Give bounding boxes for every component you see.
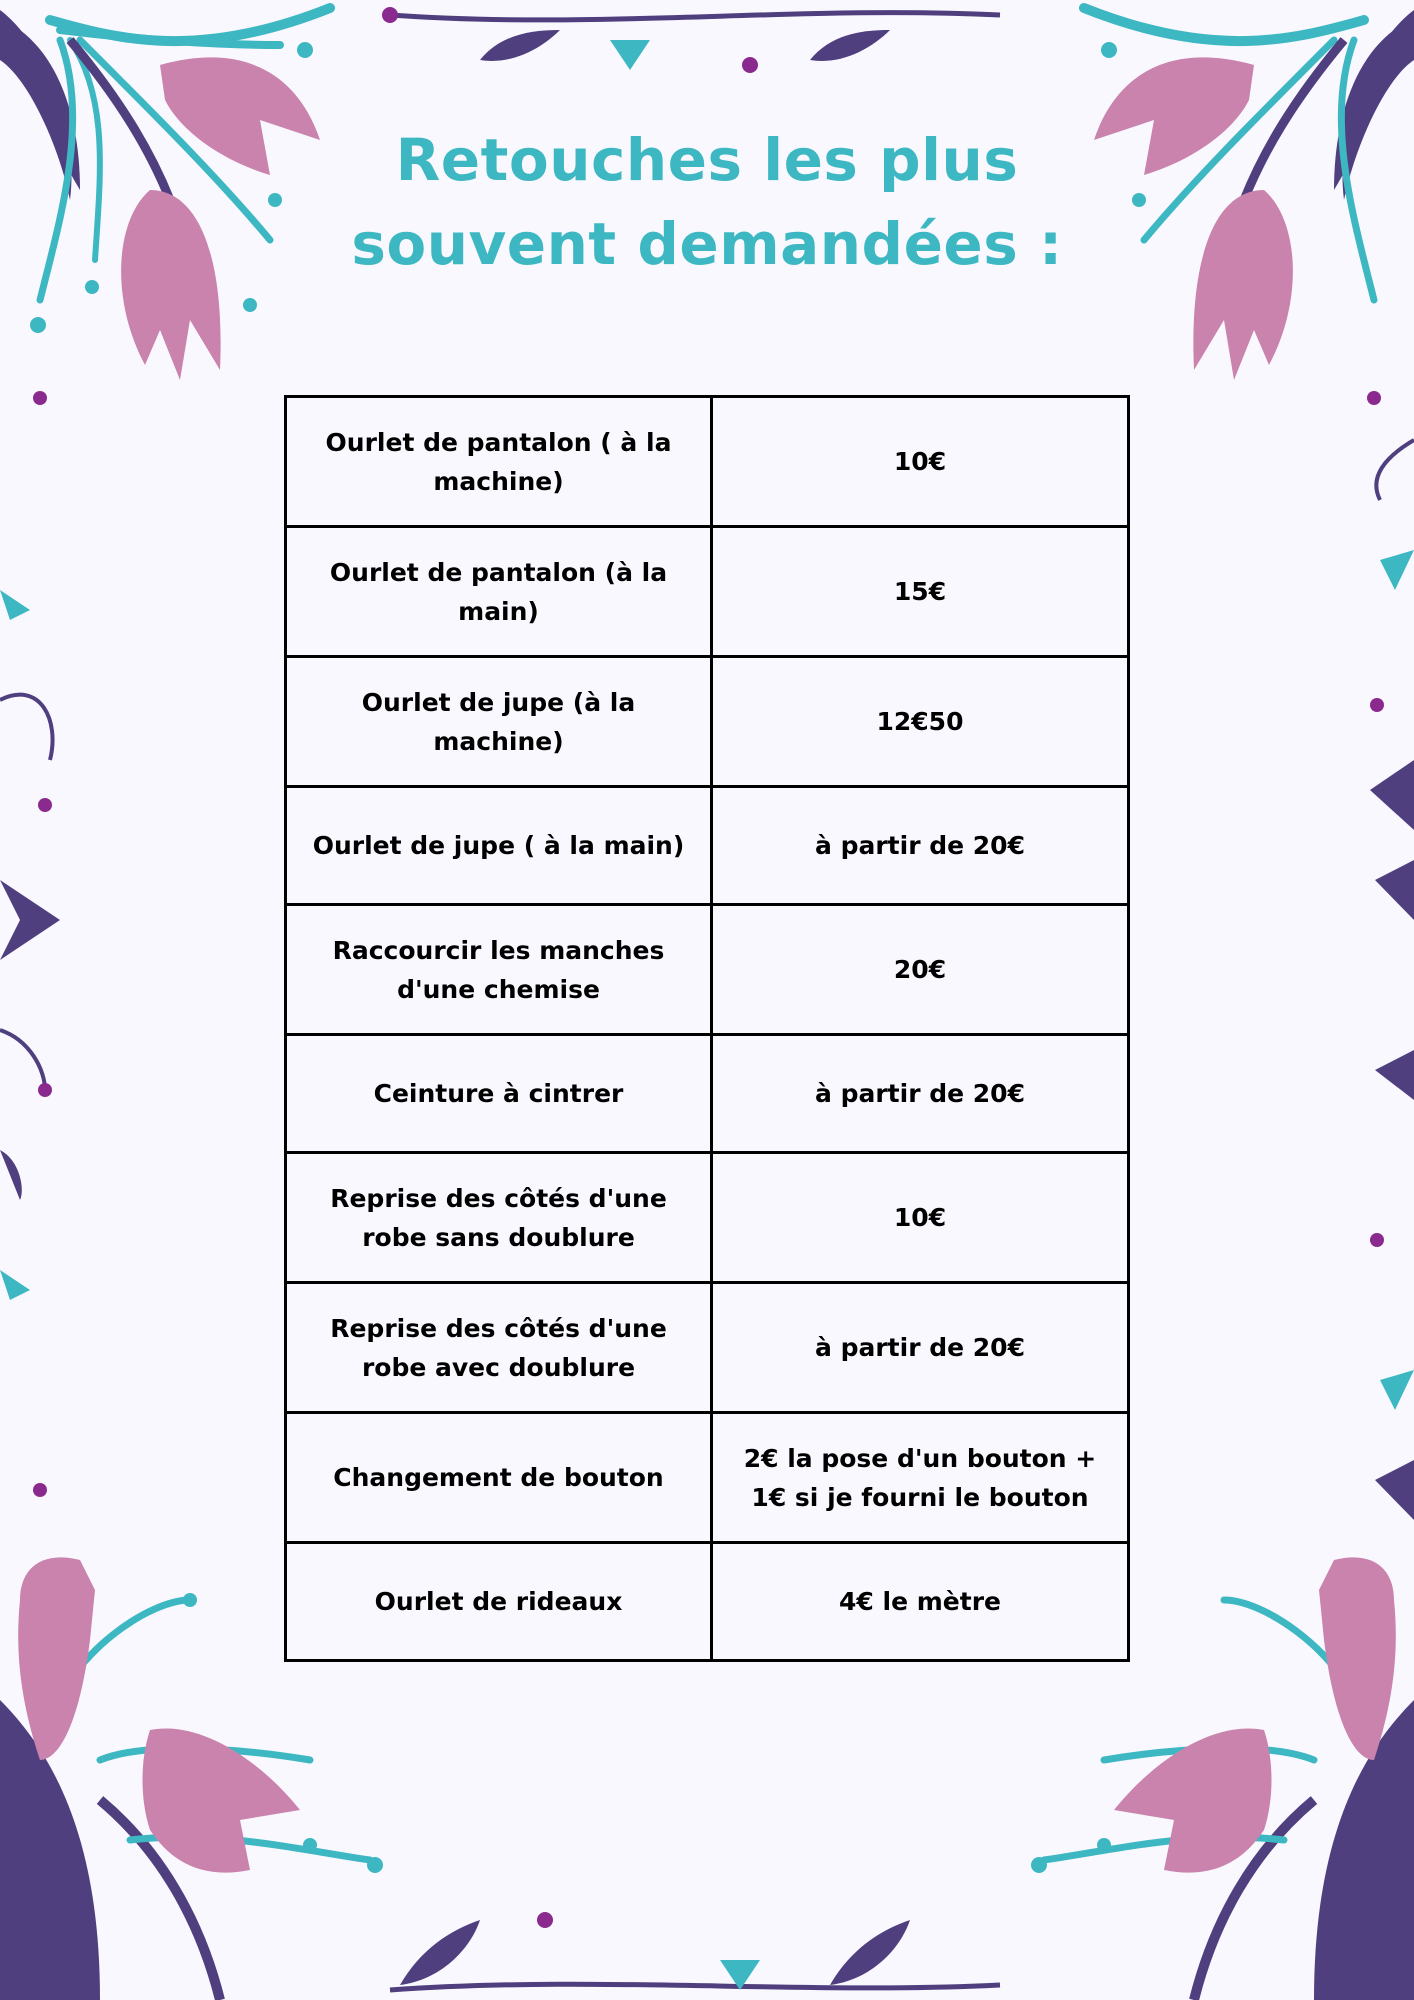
service-cell: Raccourcir les manches d'une chemise — [286, 905, 712, 1035]
service-cell: Ourlet de jupe ( à la main) — [286, 787, 712, 905]
table-row — [286, 527, 1129, 657]
service-cell: Ourlet de rideaux — [286, 1543, 712, 1661]
price-cell: 12€50 — [712, 657, 1129, 787]
table-row — [286, 1413, 1129, 1543]
table-row — [286, 1153, 1129, 1283]
left-vine-icon — [0, 590, 60, 1497]
table-row — [286, 787, 1129, 905]
table-row — [286, 905, 1129, 1035]
service-cell: Ourlet de pantalon ( à la machine) — [286, 397, 712, 527]
price-cell: 20€ — [712, 905, 1129, 1035]
title-line-2: souvent demandées : — [351, 210, 1063, 278]
bottom-garland-icon — [390, 1912, 1000, 1990]
price-cell: 15€ — [712, 527, 1129, 657]
title-line-1: Retouches les plus — [395, 126, 1019, 194]
service-cell: Reprise des côtés d'une robe sans doublure — [286, 1153, 712, 1283]
price-cell: 4€ le mètre — [712, 1543, 1129, 1661]
price-cell: à partir de 20€ — [712, 1035, 1129, 1153]
service-cell: Ourlet de pantalon (à la main) — [286, 527, 712, 657]
table-row — [286, 1035, 1129, 1153]
service-cell: Changement de bouton — [286, 1413, 712, 1543]
page-title — [0, 118, 1414, 286]
table-row — [286, 657, 1129, 787]
price-table — [284, 395, 1130, 1662]
table-row — [286, 1283, 1129, 1413]
service-cell: Ourlet de jupe (à la machine) — [286, 657, 712, 787]
service-cell: Reprise des côtés d'une robe avec doublure — [286, 1283, 712, 1413]
price-cell: 10€ — [712, 1153, 1129, 1283]
table-row — [286, 1543, 1129, 1661]
price-cell: 2€ la pose d'un bouton + 1€ si je fourni le bouton — [712, 1413, 1129, 1543]
price-cell: à partir de 20€ — [712, 1283, 1129, 1413]
service-cell: Ceinture à cintrer — [286, 1035, 712, 1153]
price-cell: 10€ — [712, 397, 1129, 527]
right-vine-icon — [1370, 440, 1414, 1520]
table-row — [286, 397, 1129, 527]
price-cell: à partir de 20€ — [712, 787, 1129, 905]
top-garland-icon — [382, 7, 1000, 73]
